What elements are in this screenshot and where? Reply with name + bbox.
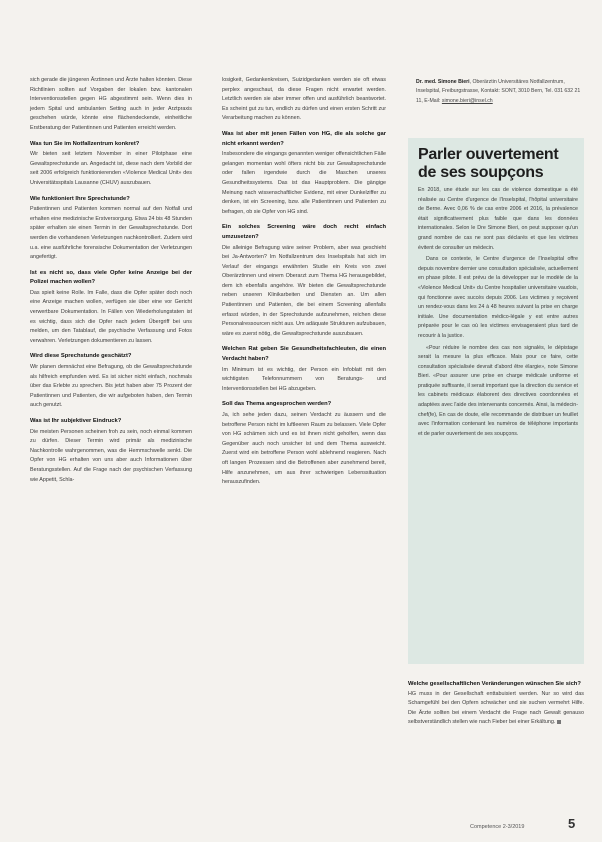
author-name: Dr. med. Simone Bieri	[416, 79, 470, 85]
question-heading: Was ist aber mit jenen Fällen von HG, die als solche gar nicht erkannt werden?	[222, 130, 386, 147]
paragraph: Dans ce contexte, le Centre d'urgence de l'Inselspital offre depuis novembre dernier une consultation spécialisée, actuellement en phase pilote. Il est prévu de la développer sur le modèle de la «Violence Medical Unit» du Centre hospitalier universitaire vaudois, qui fonctionne avec succès depuis 2006. Les victimes y reçoivent un rendez-vous dans les 24 à 48 heures suivant la prise en charge initiale. Une documentation médico-légale y est entre autres préparée pour le cas où les victimes envisageraient plus tard de recourir à la justice.	[418, 256, 578, 339]
paragraph: Wir bieten seit letztem November in einer Pilotphase eine Gewaltsprechstunde an. Angedacht ist, diese nach dem Vorbild der seit 2006 erfolgreich funktionierenden «Violence Medical Unit» des Universitätsspitals Lausanne (CHUV) auszubauen.	[30, 151, 192, 186]
question-heading: Ein solches Screening wäre doch recht einfach umzusetzen?	[222, 224, 386, 240]
paragraph: Insbesondere die eingangs genannten weniger offensichtlichen Fälle gelangen momentan wohl öfters nicht bis zur Gewaltsprechstunde oder fallen irgendwie durch die Maschen unseres Gesundheitssystems. Das ist das Hauptproblem. Die gängige Meinung nach wissenschaftlicher Evidenz, mit einer Dunkelziffer zu denken, ist ein Screening, bzw. alle Patientinnen und Patienten zu befragen, ob sie Opfer von HG sind.	[222, 151, 386, 215]
paragraph: En 2018, une étude sur les cas de violence domestique a été réalisée au Centre d'urgence de l'Inselspital, l'hôpital universitaire de Berne. Avec 0,06 % de cas entre 2006 et 2016, la prévalence était significativement plus faible que dans les données internationales. Selon le Dre Simone Bieri, on peut supposer qu'un grand nombre de cas ne sont pas déclarés et que les victimes évitent de consulter un médecin.	[418, 187, 578, 251]
question-heading: Was tun Sie im Notfallzentrum konkret?	[30, 140, 140, 147]
paragraph: Ja, ich sehe jeden dazu, seinen Verdacht zu äussern und die betroffene Person nicht im luftleeren Raum zu belassen. Viele Opfer von HG schämen sich und es ist ihnen nicht geholfen, wenn das Gegenüber auch noch unsicher ist und dem Thema ausweicht. Zuerst wird ein betroffene Person wohl ablehnend reagieren. Nach oft langen Prozessen sind die Betroffenen aber zunehmend bereit, Hilfe anzunehmen, um aus ihrer schwierigen Lebenssituation herauszufinden.	[222, 412, 386, 486]
column-2	[222, 76, 386, 494]
column-1	[30, 76, 192, 491]
paragraph: Patientinnen und Patienten kommen normal auf den Notfall und erhalten eine medizinische Erstversorgung. Etwa 24 bis 48 Stunden später erhalten sie einen Termin in der Gewaltsprechstunde. Dort werden die vorhandenen Verletzungen nachkontrolliert. Zudem wird u.a. eine ausführliche forensische Dokumentation der Verletzungen angefertigt.	[30, 206, 192, 261]
question-heading: Wie funktioniert Ihre Sprechstunde?	[30, 195, 130, 202]
journal-footer: Competence 2-3/2019	[470, 824, 525, 830]
paragraph: Wir planen demnächst eine Befragung, ob die Gewaltsprechstunde als hilfreich empfunden wird. Es ist sicher nicht einfach, nochmals über das Erlebte zu sprechen. Bis jetzt haben aber 75 Prozent der Patientinnen und Patienten, die wir aufgeboten haben, den Termin auch genutzt.	[30, 364, 192, 409]
final-question	[408, 680, 584, 728]
paragraph: losigkeit, Gedankenkreisen, Suizidgedanken werden sie oft etwas perplex angeschaut, da diese Fragen nicht erwartet werden. Letztlich werden sie aber immer offen und ausführlich beantwortet. Es scheint gut zu tun, endlich zu dürfen und einen ersten Schritt zur Verarbeitung machen zu können.	[222, 77, 386, 122]
end-mark-icon	[557, 720, 561, 724]
question-heading: Was ist Ihr subjektiver Eindruck?	[30, 418, 122, 424]
email-link[interactable]: simone.bieri@insel.ch	[441, 97, 493, 104]
question-heading: Ist es nicht so, dass viele Opfer keine Anzeige bei der Polizei machen wollen?	[30, 269, 192, 286]
paragraph: Das spielt keine Rolle. Im Falle, dass die Opfer später doch noch eine Anzeige machen wollen, verfügen sie über eine vor Gericht verwertbare Dokumentation. In Fällen von Wiederholungstaten ist es wichtig, dass sich die Opfer nach jedem Übergriff bei uns melden, um den Tatablauf, die psychische Verfassung und Fotos verwahren. Verletzungen dokumentieren zu lassen.	[30, 289, 192, 344]
box-title: Parler ouvertement de ses soupçons	[418, 146, 559, 181]
author-contact: Kontakt: SONT, 3010 Bern, Tel. 031 632 21 11,	[416, 88, 581, 104]
question-heading: Soll das Thema angesprochen werden?	[222, 401, 332, 408]
paragraph: Im Minimum ist es wichtig, der Person ein Infoblatt mit den wichtigsten Telefonnummern von Beratungs- und Interventionsstellen bei HG abzugeben.	[222, 366, 386, 392]
paragraph: Die meisten Personen scheinen froh zu sein, noch einmal kommen zu dürfen. Dieser Termin wird primär als medizinische Nachkontrolle wahrgenommen, was die Hemmschwelle senkt. Die Opfer von HG erhalten von uns aber auch Informationen über Beratungsstellen. Auf die Frage nach der psychischen Verfassung wie Appetit, Schla-	[30, 428, 192, 483]
paragraph: sich gerade die jüngeren Ärztinnen und Ärzte halten könnten. Diese Richtlinien sollten auf Vorgaben der lokalen bzw. kantonalen Interventionsstellen gegen HG abgestimmt sein. Wenn dies in jedem Spital und ambulanten Setting auch in jeder Arztpraxis geschehen würde, könnte eine flächendeckende, einheitliche Erstberatung der Patientinnen und Patienten erreicht werden.	[30, 77, 192, 131]
question-heading: Wird diese Sprechstunde geschätzt?	[30, 353, 132, 360]
author-info	[416, 78, 582, 106]
paragraph: «Pour réduire le nombre des cas non signalés, le dépistage serait la mesure la plus efficace. Mais pour ce faire, cette consultation spécialisée devrait d'abord être élargie», note Simone Bieri. «Pour assurer une prise en charge médicale uniforme et pratiquée suffisante, il serait important que la direction du service et les cabinets médicaux élaborent des directives coordonnées et adaptées avec l'aide des intervenants concernés. Ainsi, la médecin-chef(fe), En cas de doute, elle recommande de distribuer un feuillet avec l'information contenant les numéros de téléphone importants et de parler ouvertement de ses soupçons.	[418, 344, 578, 437]
paragraph	[408, 690, 584, 728]
french-summary-box	[408, 138, 584, 664]
page-number: 5	[568, 816, 576, 831]
author-line: , Oberärztin Universitäres Notfallzentrum, Inselspital, Freiburgstrasse,	[416, 79, 565, 95]
box-text	[418, 186, 578, 441]
final-answer: HG muss in der Gesellschaft enttabuisiert werden. Nur so wird das Schamgefühl bei den Opfern schwächer und sie suchen vermehrt Hilfe. Die Ärzte sollten bei einem Verdacht die Frage nach Gewalt genauso selbstverständlich stellen wie nach Fieber bei einer Erkältung.	[408, 690, 584, 726]
question-heading: Welche gesellschaftlichen Veränderungen wünschen Sie sich?	[408, 681, 581, 687]
email-label: E-Mail:	[424, 97, 441, 104]
question-heading: Welchen Rat geben Sie Gesundheitsfachleuten, die einen Verdacht haben?	[222, 346, 386, 363]
paragraph: Die alleinige Befragung wäre seiner Problem, aber was geschieht bei Ja-Antworten? Im Notfallzentrum des Inselspitals hat sich im Verlauf der eingangs erwähnten Studie ein Kreis von zwei Oberärztinnen und einem Oberarzt zum Thema HG herausgebildet, dem ich ebenfalls angehöre. Wir bieten die Gewaltsprechstunde neben unseren Klinikarbeiten und Diensten an. Um allen Patientinnen und Patienten, die bei einem Screening allenfalls erfasst würden, in der Sprechstunde aufzunehmen, reichen diese Personalressourcen nicht aus. Um adäquate Strukturen aufzubauen, wäre es zuerst nötig, die Gewaltsprechstunde auszubauen.	[222, 244, 386, 337]
